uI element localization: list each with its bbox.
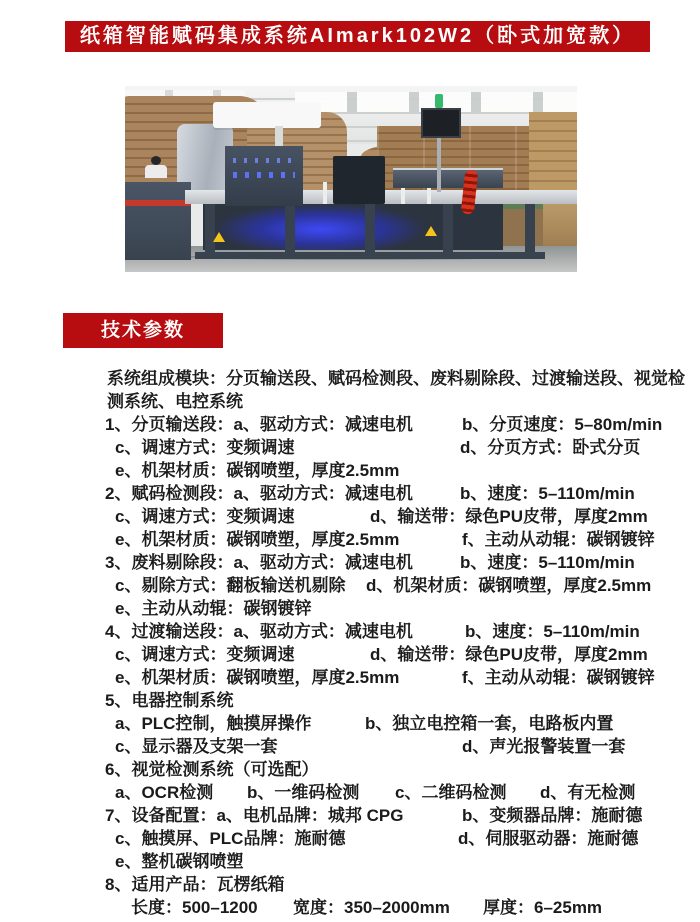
spec-line xyxy=(0,551,700,574)
section-title-tech-params: 技术参数 xyxy=(63,313,223,348)
spec-text: 3、废料剔除段：a、驱动方式：减速电机 xyxy=(105,553,413,572)
spec-text: d、分页方式：卧式分页 xyxy=(460,438,641,457)
spec-text: b、速度：5–110m/min xyxy=(465,622,640,641)
spec-text: b、一维码检测 xyxy=(247,783,360,802)
photo-worker-head xyxy=(151,156,161,165)
spec-text: a、OCR检测 xyxy=(115,783,214,802)
spec-text: c、调速方式：变频调速 xyxy=(115,438,295,457)
spec-line xyxy=(0,459,700,482)
spec-line xyxy=(0,873,700,896)
spec-line xyxy=(0,712,700,735)
photo-coder-unit xyxy=(213,102,321,128)
spec-text: c、剔除方式：翻板输送机剔除 xyxy=(115,576,346,595)
spec-text: d、伺服驱动器：施耐德 xyxy=(458,829,639,848)
photo-machine-leg xyxy=(365,204,375,256)
spec-text: e、主动从动辊：碳钢镀锌 xyxy=(115,599,312,618)
spec-text: e、机架材质：碳钢喷塑，厚度2.5mm xyxy=(115,530,400,549)
spec-text: c、显示器及支架一套 xyxy=(115,737,278,756)
spec-text: 长度：500–1200 xyxy=(131,898,258,917)
spec-line xyxy=(0,804,700,827)
spec-line xyxy=(0,666,700,689)
photo-machine-red-stripe xyxy=(125,200,191,206)
spec-text: e、整机碳钢喷塑 xyxy=(115,852,244,871)
spec-text: 8、适用产品：瓦楞纸箱 xyxy=(105,875,285,894)
spec-text: e、机架材质：碳钢喷塑，厚度2.5mm xyxy=(115,668,400,687)
spec-line xyxy=(0,574,700,597)
spec-list xyxy=(0,367,700,919)
spec-text: a、PLC控制，触摸屏操作 xyxy=(115,714,312,733)
spec-text: 厚度：6–25mm xyxy=(483,898,603,917)
spec-text: c、调速方式：变频调速 xyxy=(115,645,295,664)
spec-line xyxy=(0,643,700,666)
page-title-banner: 纸箱智能赋码集成系统AImark102W2（卧式加宽款） xyxy=(65,21,650,52)
product-photo xyxy=(125,86,577,272)
spec-text: 1、分页输送段：a、驱动方式：减速电机 xyxy=(105,415,413,434)
photo-printhead-unit xyxy=(333,156,385,204)
spec-line xyxy=(0,689,700,712)
spec-line xyxy=(0,896,700,919)
spec-text: c、二维码检测 xyxy=(395,783,507,802)
spec-text: d、机架材质：碳钢喷塑，厚度2.5mm xyxy=(366,576,652,595)
photo-worker-torso xyxy=(145,165,167,178)
spec-text: 宽度：350–2000mm xyxy=(293,898,450,917)
photo-machine-leg xyxy=(205,204,215,256)
spec-line xyxy=(0,505,700,528)
spec-text: b、独立电控箱一套，电路板内置 xyxy=(365,714,614,733)
spec-text: d、输送带：绿色PU皮带，厚度2mm xyxy=(370,507,648,526)
spec-text: f、主动从动辊：碳钢镀锌 xyxy=(462,530,655,549)
spec-line xyxy=(0,390,700,413)
spec-text: b、分页速度：5–80m/min xyxy=(462,415,663,434)
spec-line xyxy=(0,827,700,850)
spec-text: 测系统、电控系统 xyxy=(107,392,243,411)
spec-line xyxy=(0,597,700,620)
photo-machine-left-unit xyxy=(125,182,191,260)
photo-indicator-light xyxy=(435,94,443,108)
spec-text: 2、赋码检测段：a、驱动方式：减速电机 xyxy=(105,484,413,503)
spec-text: 6、视觉检测系统（可选配） xyxy=(105,760,319,779)
spec-line xyxy=(0,482,700,505)
photo-blue-led-strip xyxy=(233,172,295,178)
photo-machine-base-bar xyxy=(195,252,545,259)
spec-text: b、速度：5–110m/min xyxy=(460,553,635,572)
spec-line xyxy=(0,367,700,390)
spec-text: b、速度：5–110m/min xyxy=(460,484,635,503)
spec-line xyxy=(0,758,700,781)
spec-text: c、触摸屏、PLC品牌：施耐德 xyxy=(115,829,346,848)
spec-text: d、声光报警装置一套 xyxy=(462,737,626,756)
spec-text: b、变频器品牌：施耐德 xyxy=(462,806,643,825)
spec-line xyxy=(0,436,700,459)
spec-text: e、机架材质：碳钢喷塑，厚度2.5mm xyxy=(115,461,400,480)
spec-line xyxy=(0,735,700,758)
photo-blue-led-glow xyxy=(215,204,425,250)
spec-text: d、输送带：绿色PU皮带，厚度2mm xyxy=(370,645,648,664)
spec-text: 7、设备配置：a、电机品牌：城邦 CPG xyxy=(105,806,404,825)
photo-machine-leg xyxy=(443,204,453,256)
photo-blue-led-strip xyxy=(233,158,295,163)
photo-monitor xyxy=(421,108,461,138)
spec-line xyxy=(0,781,700,804)
photo-inspection-rail xyxy=(393,168,503,188)
spec-line xyxy=(0,413,700,436)
spec-text: c、调速方式：变频调速 xyxy=(115,507,295,526)
spec-text: 5、电器控制系统 xyxy=(105,691,234,710)
spec-text: f、主动从动辊：碳钢镀锌 xyxy=(462,668,655,687)
spec-text: 系统组成模块：分页输送段、赋码检测段、废料剔除段、过渡输送段、视觉检 xyxy=(107,369,685,388)
photo-machine-leg xyxy=(525,204,535,256)
spec-line xyxy=(0,620,700,643)
spec-line xyxy=(0,528,700,551)
spec-text: d、有无检测 xyxy=(540,783,636,802)
photo-machine-leg xyxy=(285,204,295,256)
spec-text: 4、过渡输送段：a、驱动方式：减速电机 xyxy=(105,622,413,641)
spec-line xyxy=(0,850,700,873)
